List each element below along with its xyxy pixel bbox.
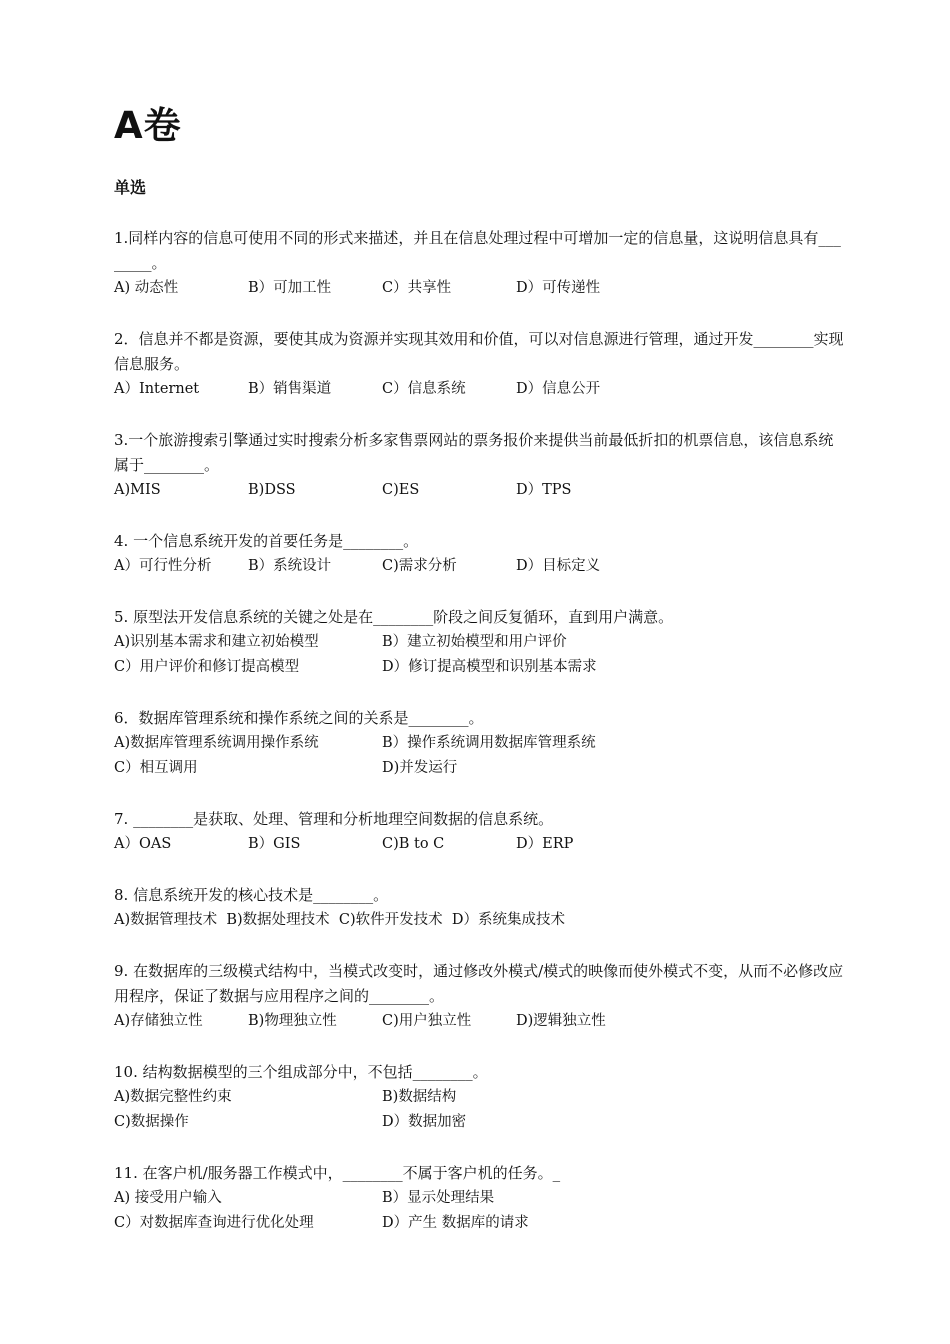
option-c: C）用户评价和修订提高模型 bbox=[114, 659, 300, 675]
options-grid bbox=[114, 1085, 844, 1135]
options-row bbox=[114, 1009, 844, 1034]
option-d: D)并发运行 bbox=[382, 760, 458, 776]
question-8 bbox=[114, 883, 844, 933]
option-c: C)ES bbox=[382, 482, 420, 498]
question-5 bbox=[114, 605, 844, 680]
question-3 bbox=[114, 428, 844, 503]
option-b: B）GIS bbox=[248, 836, 301, 852]
options-row bbox=[114, 478, 844, 503]
question-4 bbox=[114, 529, 844, 579]
question-stem: 8. 信息系统开发的核心技术是________。 bbox=[114, 886, 389, 904]
options-row bbox=[114, 377, 844, 402]
question-6 bbox=[114, 706, 844, 781]
option-d: D）修订提高模型和识别基本需求 bbox=[382, 659, 597, 675]
option-b: B)DSS bbox=[248, 482, 296, 498]
option-a: A)数据完整性约束 bbox=[114, 1089, 232, 1105]
question-stem: 5. 原型法开发信息系统的关键之处是在________阶段之间反复循环，直到用户满意。 bbox=[114, 608, 674, 626]
question-9 bbox=[114, 959, 844, 1034]
options-grid bbox=[114, 630, 844, 680]
question-11 bbox=[114, 1161, 844, 1236]
option-d: D）信息公开 bbox=[516, 381, 601, 397]
options-grid bbox=[114, 731, 844, 781]
question-stem: 9. 在数据库的三级模式结构中，当模式改变时，通过修改外模式/模式的映像而使外模式不变，从而不必修改应用程序，保证了数据与应用程序之间的________。 bbox=[114, 962, 844, 1005]
option-d: D）数据加密 bbox=[382, 1114, 467, 1130]
option-c: C)需求分析 bbox=[382, 558, 457, 574]
option-d: D）目标定义 bbox=[516, 558, 601, 574]
option-a: A)数据库管理系统调用操作系统 bbox=[114, 735, 319, 751]
question-2 bbox=[114, 327, 844, 402]
option-d: D）TPS bbox=[516, 482, 572, 498]
option-b: B）系统设计 bbox=[248, 558, 332, 574]
question-stem: 2．信息并不都是资源，要使其成为资源并实现其效用和价值，可以对信息源进行管理，通过开发________实现信息服务。 bbox=[114, 330, 844, 373]
option-a: A) 接受用户输入 bbox=[114, 1190, 222, 1206]
question-1 bbox=[114, 226, 844, 301]
question-10 bbox=[114, 1060, 844, 1135]
options-inline: A)数据管理技术 B)数据处理技术 C)软件开发技术 D）系统集成技术 bbox=[114, 912, 565, 928]
options-row bbox=[114, 276, 844, 301]
option-b: B）销售渠道 bbox=[248, 381, 332, 397]
question-stem: 7. ________是获取、处理、管理和分析地理空间数据的信息系统。 bbox=[114, 810, 554, 828]
option-d: D）ERP bbox=[516, 836, 574, 852]
page-title: A卷 bbox=[114, 104, 182, 147]
options-line bbox=[114, 908, 844, 933]
option-b: B）显示处理结果 bbox=[382, 1190, 495, 1206]
option-c: C)B to C bbox=[382, 836, 445, 852]
option-a: A) 动态性 bbox=[114, 280, 179, 296]
question-stem: 11. 在客户机/服务器工作模式中，________不属于客户机的任务。_ bbox=[114, 1164, 561, 1182]
options-row bbox=[114, 554, 844, 579]
question-stem: 4. 一个信息系统开发的首要任务是________。 bbox=[114, 532, 419, 550]
option-c: C）共享性 bbox=[382, 280, 452, 296]
option-c: C)用户独立性 bbox=[382, 1013, 472, 1029]
question-stem: 3.一个旅游搜索引擎通过实时搜索分析多家售票网站的票务报价来提供当前最低折扣的机票信息，该信息系统属于________。 bbox=[114, 431, 834, 474]
option-d: D）产生 数据库的请求 bbox=[382, 1215, 529, 1231]
question-7 bbox=[114, 807, 844, 857]
option-a: A）可行性分析 bbox=[114, 558, 212, 574]
options-grid bbox=[114, 1186, 844, 1236]
option-a: A)存储独立性 bbox=[114, 1013, 203, 1029]
option-d: D）可传递性 bbox=[516, 280, 601, 296]
option-a: A)MIS bbox=[114, 482, 161, 498]
option-b: B）建立初始模型和用户评价 bbox=[382, 634, 567, 650]
option-d: D)逻辑独立性 bbox=[516, 1013, 606, 1029]
option-b: B)物理独立性 bbox=[248, 1013, 337, 1029]
option-a: A)识别基本需求和建立初始模型 bbox=[114, 634, 319, 650]
option-a: A）Internet bbox=[114, 381, 200, 397]
question-stem: 6．数据库管理系统和操作系统之间的关系是________。 bbox=[114, 709, 484, 727]
question-stem: 1.同样内容的信息可使用不同的形式来描述，并且在信息处理过程中可增加一定的信息量，这说明信息具有________。 bbox=[114, 229, 841, 272]
option-c: C）相互调用 bbox=[114, 760, 198, 776]
option-c: C)数据操作 bbox=[114, 1114, 189, 1130]
exam-page bbox=[114, 100, 844, 1236]
option-b: B）操作系统调用数据库管理系统 bbox=[382, 735, 596, 751]
option-c: C）对数据库查询进行优化处理 bbox=[114, 1215, 314, 1231]
section-heading: 单选 bbox=[114, 178, 147, 197]
question-stem: 10. 结构数据模型的三个组成部分中，不包括________。 bbox=[114, 1063, 488, 1081]
options-row bbox=[114, 832, 844, 857]
option-a: A）OAS bbox=[114, 836, 172, 852]
option-b: B)数据结构 bbox=[382, 1089, 457, 1105]
option-b: B）可加工性 bbox=[248, 280, 332, 296]
option-c: C）信息系统 bbox=[382, 381, 466, 397]
